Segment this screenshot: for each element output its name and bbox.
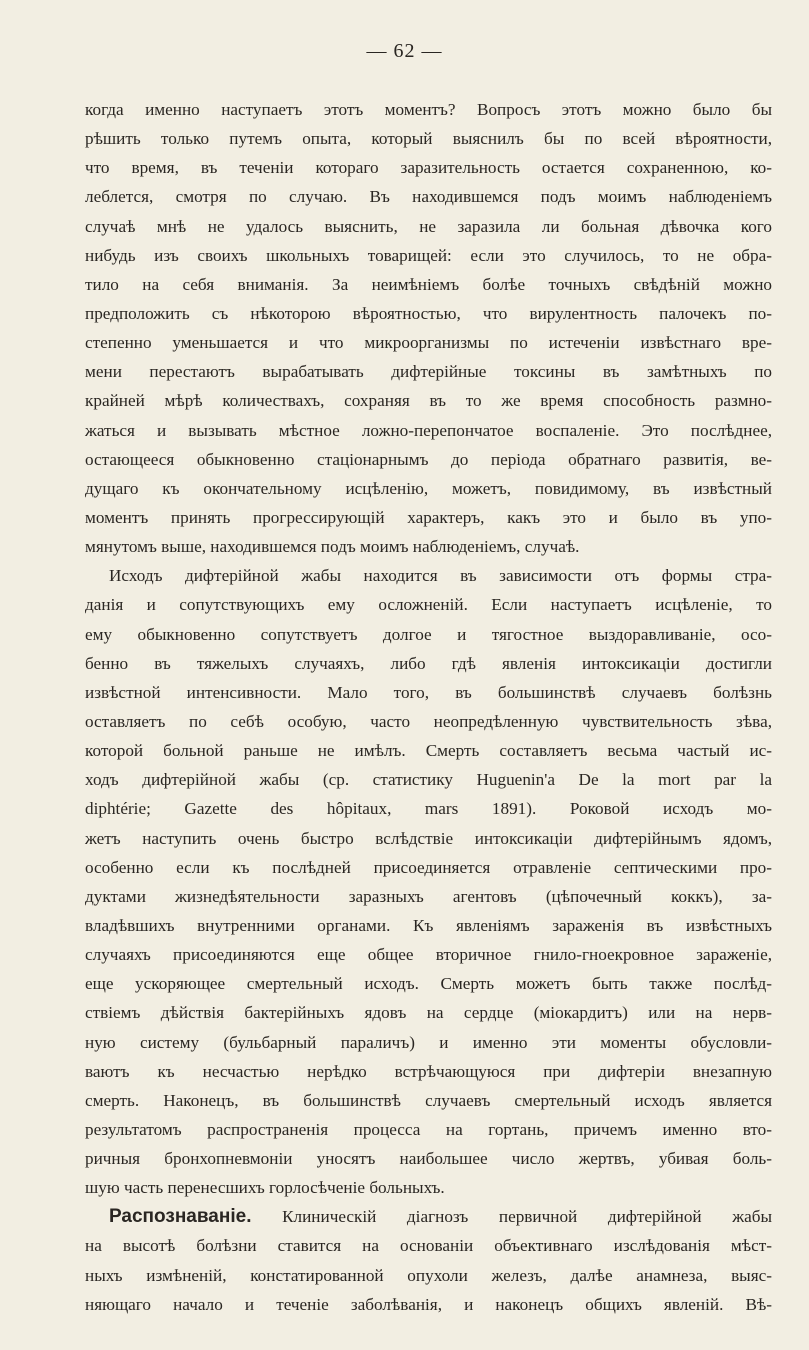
text-line: жетъ наступить очень быстро вслѣдствіе интоксикаціи дифтерійнымъ ядомъ, (85, 828, 772, 848)
text-line: что время, въ теченіи котораго заразительность остается сохраненною, ко- (85, 158, 772, 178)
text-line: случаяхъ присоединяются еще общее вторичное гнило-гноекровное зараженіе, (85, 945, 772, 965)
page-number: — 62 — (366, 40, 443, 62)
heading-line-text: Клиническій діагнозъ первичной дифтерійной жабы (251, 1207, 772, 1227)
text-line: ричныя бронхопневмоніи уносятъ наибольшее число жертвъ, убивая боль- (85, 1149, 772, 1169)
text-line: предположить съ нѣкоторою вѣроятностью, что вирулентность палочекъ по- (85, 303, 772, 323)
text-line: Исходъ дифтерійной жабы находится въ зависимости отъ формы стра- (109, 566, 772, 586)
text-line: крайней мѣрѣ количествахъ, сохраняя въ то же время способность размно- (85, 391, 772, 411)
text-line: степенно уменьшается и что микроорганизмы по истеченіи извѣстнаго вре- (85, 333, 772, 353)
text-line (85, 1202, 772, 1231)
text-line: владѣвшихъ внутренними органами. Къ явленіямъ зараженія въ извѣстныхъ (85, 915, 772, 935)
text-line: случаѣ мнѣ не удалось выяснить, не заразила ли больная дѣвочка кого (85, 216, 772, 236)
text-line: на высотѣ болѣзни ставится на основаніи объективнаго изслѣдованія мѣст- (85, 1236, 772, 1256)
text-line: остающееся обыкновенно стаціонарнымъ до періода обратнаго развитія, ве- (85, 449, 772, 469)
paragraph-1 (85, 95, 772, 561)
text-line: няющаго начало и теченіе заболѣванія, и наконецъ общихъ явленій. Вѣ- (85, 1294, 772, 1314)
text-line: рѣшить только путемъ опыта, который выяснилъ бы по всей вѣроятности, (85, 129, 772, 149)
text-line: моментъ принять прогрессирующій характеръ, какъ это и было въ упо- (85, 507, 772, 527)
text-line: когда именно наступаетъ этотъ моментъ? Вопросъ этотъ можно было бы (85, 100, 772, 119)
text-line: извѣстной интенсивности. Мало того, въ большинствѣ случаевъ болѣзнь (85, 682, 772, 702)
text-line: ныхъ измѣненій, констатированной опухоли железъ, далѣе анамнеза, выяс- (85, 1265, 772, 1285)
text-line: diphtérie; Gazette des hôpitaux, mars 1891). Роковой исходъ мо- (85, 799, 772, 819)
text-line: мянутомъ выше, находившемся подъ моимъ наблюденіемъ, случаѣ. (85, 537, 580, 557)
text-line: которой больной раньше не имѣлъ. Смерть составляетъ весьма частый ис- (85, 741, 772, 761)
text-line: ную систему (бульбарный параличъ) и именно эти моменты обусловли- (85, 1032, 772, 1052)
text-line: оставляетъ по себѣ особую, часто неопредѣленную чувствительность зѣва, (85, 711, 772, 731)
text-line: результатомъ распространенія процесса на гортань, причемъ именно вто- (85, 1119, 772, 1139)
section-heading: Распознаваніе. (109, 1206, 252, 1228)
paragraph-2 (85, 561, 772, 1202)
text-line: жаться и вызывать мѣстное ложно-перепончатое воспаленіе. Это послѣднее, (85, 420, 772, 440)
text-line: бенно въ тяжелыхъ случаяхъ, либо гдѣ явленія интоксикаціи достигли (85, 653, 772, 673)
text-line: дущаго къ окончательному исцѣленію, можетъ, повидимому, въ извѣстный (85, 478, 772, 498)
text-line: смерть. Наконецъ, въ большинствѣ случаевъ смертельный исходъ является (85, 1090, 772, 1110)
text-line: ходъ дифтерійной жабы (ср. статистику Huguenin'a De la mort par la (85, 770, 772, 790)
text-line: ваютъ къ несчастью нерѣдко встрѣчающуюся при дифтеріи внезапную (85, 1061, 772, 1081)
text-line: мени перестаютъ вырабатывать дифтерійные токсины въ замѣтныхъ по (85, 362, 772, 382)
text-line: особенно если къ послѣдней присоединяется отравленіе септическими про- (85, 857, 772, 877)
text-line: ему обыкновенно сопутствуетъ долгое и тягостное выздоравливаніе, осо- (85, 624, 772, 644)
body-text (85, 95, 772, 1319)
text-line: шую часть перенесшихъ горлосѣченіе больныхъ. (85, 1178, 445, 1198)
text-line: нибудь изъ своихъ школьныхъ товарищей: если это случилось, то не обра- (85, 245, 772, 265)
text-line: данія и сопутствующихъ ему осложненій. Если наступаетъ исцѣленіе, то (85, 595, 772, 615)
text-line: ствіемъ дѣйствія бактерійныхъ ядовъ на сердце (міокардитъ) или на нерв- (85, 1003, 772, 1023)
paragraph-3 (85, 1202, 772, 1319)
text-line: дуктами жизнедѣятельности заразныхъ агентовъ (цѣпочечный коккъ), за- (85, 886, 772, 906)
text-line: тило на себя вниманія. За неимѣніемъ болѣе точныхъ свѣдѣній можно (85, 274, 772, 294)
text-line: еще ускоряющее смертельный исходъ. Смерть можетъ быть также послѣд- (85, 974, 772, 994)
text-line: леблется, смотря по случаю. Въ находившемся подъ моимъ наблюденіемъ (85, 187, 772, 207)
